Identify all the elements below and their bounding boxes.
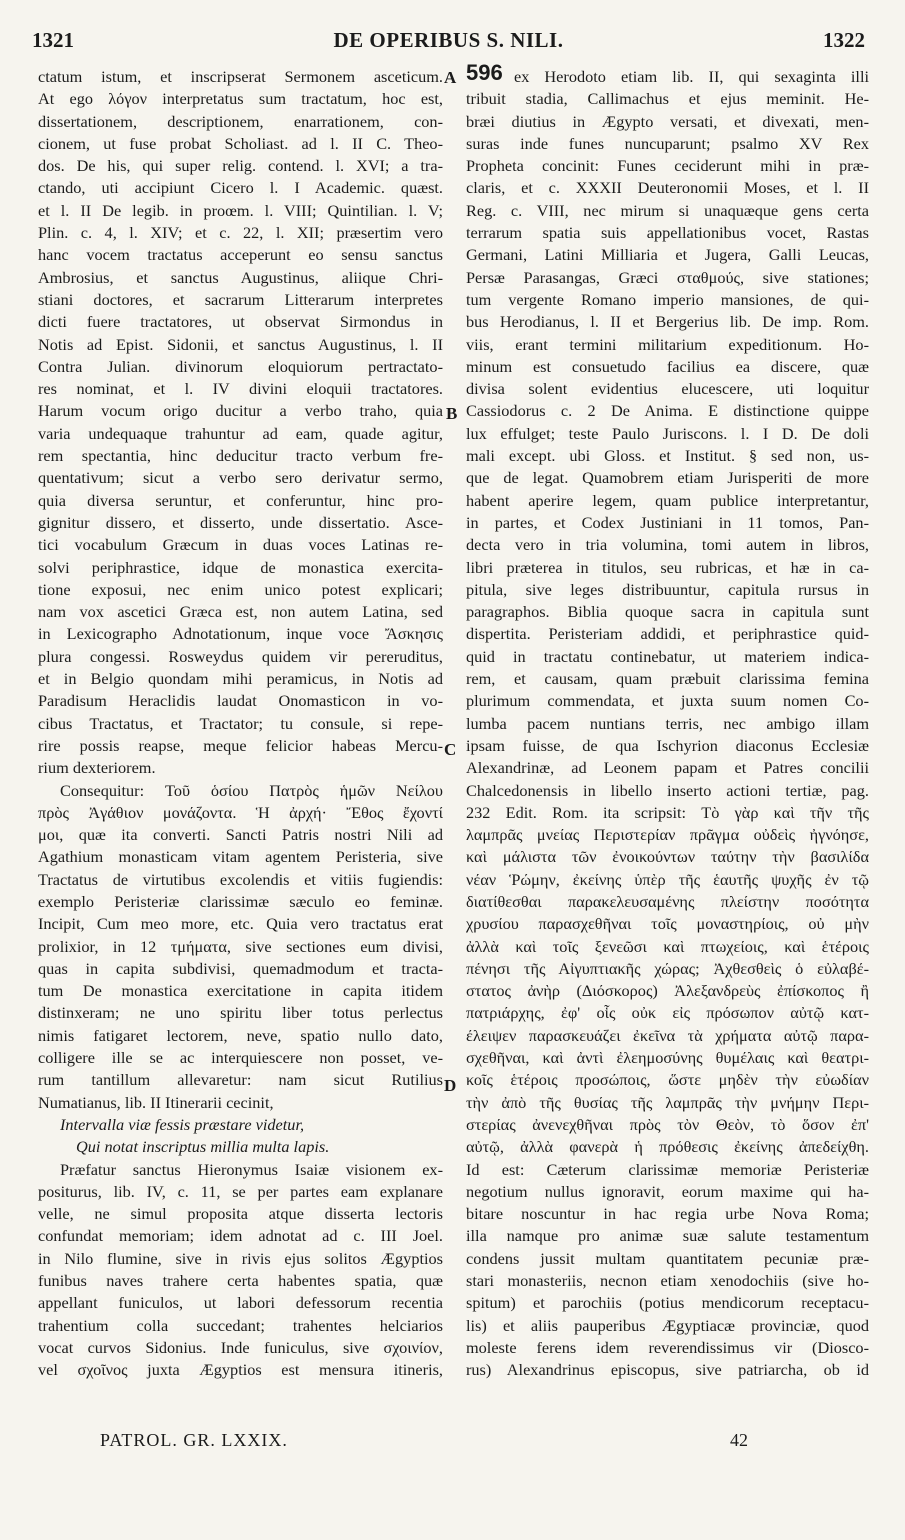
text-line: cibus Tractatus, et Tractator; tu consule, si repe-: [38, 713, 443, 733]
text-line: illa namque pro animæ suæ salute testamentum: [466, 1226, 869, 1246]
text-line: velle, ne simul proposita atque disserta lectoris: [38, 1204, 443, 1224]
text-line: prolixior, in 12 τμήματα, sive sectiones eum divisi,: [38, 936, 443, 956]
text-line: hanc vocem tractatus acceperunt eo sensu sanctus: [38, 245, 443, 265]
text-line: κοῖς ἑτέροις προσώποις, ὥστε μηδὲν τὴν εὐωδίαν: [466, 1070, 869, 1090]
text-line: At ego λόγον interpretatus sum tractatum, hoc est,: [38, 89, 443, 109]
text-line: dissertationem, descriptionem, enarrationem, con-: [38, 111, 443, 131]
text-line: viis, erant termini militarium expeditionum. Ho-: [466, 334, 869, 354]
text-line: suras inde funes nuncuparunt; psalmo XV Rex: [466, 133, 869, 153]
text-line: stari monasteriis, necnon etiam xenodochiis (sive ho-: [466, 1271, 869, 1291]
text-line: Id est: Cæterum clarissimæ memoriæ Peristeriæ: [466, 1159, 869, 1179]
text-line: appellant funiculos, ut labori defessorum recentia: [38, 1293, 443, 1313]
text-line: πατριάρχης, ἐφ' οἷς οὐκ εἰς πρόσωπον αὐτῷ κατ-: [466, 1003, 869, 1023]
text-line: terrarum spatia suis appellationibus vocet, Rastas: [466, 223, 869, 243]
text-line: bus Herodianus, l. II et Bergerius lib. De imp. Rom.: [466, 312, 869, 332]
text-line: quia diversa seruntur, et conferuntur, hinc pro-: [38, 490, 443, 510]
text-line: Ambrosius, et sanctus Augustinus, aliique Chri-: [38, 267, 443, 287]
text-line: ἀλλὰ καὶ τοῖς ξενεῶσι καὶ πτωχείοις, καὶ ἑτέροις: [466, 936, 869, 956]
text-line: stiani doctores, et sacrarum Litterarum interpretes: [38, 289, 443, 309]
text-line: tum vergente Romano imperio mansiones, de qui-: [466, 289, 869, 309]
text-line: χρυσίου παρασχεθῆναι τοῖς μοναστηρίοις, οὐ μὴν: [466, 914, 869, 934]
page-number-right: 1322: [823, 28, 865, 52]
text-line: πρὸς Ἀγάθιον μονάζοντα. Ἡ ἀρχή· Ἔθος ἔχοντί: [38, 802, 443, 822]
text-line: Numatianus, lib. II Itinerarii cecinit,: [38, 1092, 274, 1112]
text-line: quid in tractatu continebatur, ut materiem indica-: [466, 646, 869, 666]
text-line: Persæ Parasangas, Græci σταθμούς, sive stationes;: [466, 267, 869, 287]
text-line: μοι, quæ ita converti. Sancti Patris nostri Nili ad: [38, 825, 443, 845]
page-number-left: 1321: [32, 28, 74, 52]
text-line: in partes, et Codex Justiniani in 11 tomos, Pan-: [466, 512, 869, 532]
text-line: divisa solent evidentius elucescere, uti loquitur: [466, 379, 869, 399]
text-line: confundat memoriam; idem adnotat ad c. III Joel.: [38, 1226, 443, 1246]
text-line: ctando, uti accipiunt Cicero l. I Academic. quæst.: [38, 178, 443, 198]
text-line: nam vox ascetici Græca est, non autem Latina, sed: [38, 602, 443, 622]
text-line: dispertita. Peristeriam addidi, et periphrastice quid-: [466, 624, 869, 644]
text-line: lux effulget; teste Paulo Juriscons. l. I D. De doli: [466, 423, 869, 443]
text-line: έλειψεν παρασκευάζει ἐκεῖνα τὰ χρήματα αὐτῷ παρα-: [466, 1025, 869, 1045]
text-line: moleste ferens idem reverendissimus vir (Diosco-: [466, 1337, 869, 1357]
text-line: in Nilo flumine, sive in rivis ejus solitos Ægyptios: [38, 1248, 443, 1268]
text-line: tici vocabulum Græcum in duas voces Latinas re-: [38, 535, 443, 555]
text-line: colligere ille se ac interquiescere non posset, ve-: [38, 1048, 443, 1068]
page-footer: [0, 1430, 905, 1460]
text-line: varia undequaque trahuntur ad eam, quade agitur,: [38, 423, 443, 443]
text-line: dicti fuere tractatores, ut observat Sirmondus in: [38, 312, 443, 332]
text-line: condens jussit multam quantitatem pecuniæ præ-: [466, 1248, 869, 1268]
text-line: solvi periphrastice, idque de monastica exercita-: [38, 557, 443, 577]
text-line: mali except. ubi Gloss. et Institut. § sed non, us-: [466, 446, 869, 466]
text-line: dos. De his, qui super relig. contend. l. XVI; a tra-: [38, 156, 443, 176]
text-line: claris, et c. XXXII Deuteronomii Moses, et l. II: [466, 178, 869, 198]
text-line: habent aperire legem, quam publice interpretantur,: [466, 490, 869, 510]
text-line: res nominat, et l. IV divini eloquii tractatores.: [38, 379, 443, 399]
text-line: pitula, sive leges distribuuntur, capitula rursus in: [466, 579, 869, 599]
text-line: ctatum istum, et inscripserat Sermonem asceticum.: [38, 67, 443, 86]
text-line: Incipit, Cum meo more, etc. Quia vero tractatus erat: [38, 914, 443, 934]
text-line: Germani, Latini Milliaria et Jugera, Galli Leucas,: [466, 245, 869, 265]
column-number: 596: [466, 60, 503, 85]
text-line: lis) et aliis pauperibus Ægyptiacæ provinciæ, quod: [466, 1315, 869, 1335]
text-line: libri præterea in titulos, seu rubricas, et hæ in ca-: [466, 557, 869, 577]
text-line: spitum) et parochiis (potius mendicorum receptacu-: [466, 1293, 869, 1313]
text-line: et l. II De legib. in proœm. l. VIII; Quintilian. l. V;: [38, 200, 443, 220]
running-header: [32, 28, 865, 62]
margin-marker-d: D: [444, 1076, 457, 1095]
text-line: Propheta concinit: Funes ceciderunt mihi in præ-: [466, 156, 869, 176]
text-line: rum tantillum allevaretur: nam sicut Rutilius: [38, 1070, 443, 1090]
text-line: trahentium colla succedant; trahentes helciarios: [38, 1315, 443, 1335]
margin-marker-c: C: [444, 740, 457, 759]
text-line: vocat curvos Sidonius. Inde funiculus, sive σχοινίον,: [38, 1337, 443, 1357]
text-line: Contra Julian. divinorum eloquiorum pertractato-: [38, 356, 443, 376]
text-line: Præfatur sanctus Hieronymus Isaiæ visionem ex-: [60, 1159, 443, 1179]
text-line: tribuit stadia, Callimachus et ejus meminit. He-: [466, 89, 869, 109]
text-line: Harum vocum origo ducitur a verbo traho, quia: [38, 401, 443, 421]
text-line: gignitur dissero, et disserto, unde dissertatio. Asce-: [38, 512, 443, 532]
text-line: λαμπρᾶς μνείας Περιστερίαν πρᾶγμα οὐδεὶς ἠγνόησε,: [466, 825, 869, 845]
text-line: cionem, ut fuse probat Scholiast. ad l. II C. Theo-: [38, 133, 443, 153]
text-line: Qui notat inscriptus millia multa lapis.: [76, 1137, 330, 1157]
text-line: tum De monastica exercitatione in capita itidem: [38, 981, 443, 1001]
margin-marker-a: A: [444, 68, 457, 87]
text-line: quas in capita subdivisi, quemadmodum et tracta-: [38, 958, 443, 978]
text-line: τὴν ἀπὸ τῆς θυσίας τῆς λαμπρᾶς τὴν μνήμην Περι-: [466, 1092, 869, 1112]
text-line: decta vero in tria volumina, tomi autem in libros,: [466, 535, 869, 555]
text-line: paragraphos. Biblia quoque sacra in capitula sunt: [466, 602, 869, 622]
margin-marker-b: B: [446, 404, 458, 423]
text-line: rus) Alexandrinus episcopus, sive patriarcha, ob id: [466, 1360, 869, 1380]
text-line: Paradisum Heraclidis laudat Onomasticon in vo-: [38, 691, 443, 711]
text-line: Chalcedonensis in libello inserto actioni tertiæ, pag.: [466, 780, 869, 800]
text-line: tione exposui, nec enim unico potest explicari;: [38, 579, 443, 599]
right-text-column: [466, 66, 869, 1382]
text-line: νέαν Ῥώμην, ἐκείνης ὑπὲρ τῆς ἑαυτῆς ψυχῆς ἐν τῷ: [466, 869, 869, 889]
left-text-column: [38, 66, 443, 1382]
text-line: πένησι τῆς Αἰγυπτιακῆς χώρας; Ἀχθεσθεὶς ὁ εὐλαβέ-: [466, 958, 869, 978]
text-line: στατος ἀνὴρ (Διόσκορος) Ἀλεξανδρεὺς ἐπίσκοπος ἢ: [466, 981, 869, 1001]
text-line: exemplo Peristeriæ clarissimæ sæculo eo feminæ.: [38, 891, 443, 911]
text-line: in Lexicographo Adnotationum, inque voce Ἄσκησις: [38, 624, 443, 644]
text-line: Cassiodorus c. 2 De Anima. E distinctione quippe: [466, 401, 869, 421]
text-line: 232 Edit. Rom. ita scripsit: Τὸ γὰρ καὶ τῆν τῆς: [466, 802, 869, 822]
text-line: Plin. c. 4, l. XIV; et c. 22, l. XII; præsertim vero: [38, 223, 443, 243]
text-line: Agathium monasticam vitam agentem Peristeria, sive: [38, 847, 443, 867]
text-line: vel σχοῖνος juxta Ægyptios est mensura itineris,: [38, 1360, 443, 1380]
text-line: σχεθῆναι, καὶ ἀντὶ ἐλεημοσύνης θυμέλαις καὶ θεατρι-: [466, 1048, 869, 1068]
text-line: διατίθεσθαι παρακελευσαμένης πλείστην ποσότητα: [466, 891, 869, 911]
text-line: quentativum; sicut a verbo sero derivatur sermo,: [38, 468, 443, 488]
text-line: Reg. c. VIII, nec mirum si unaquæque gens certa: [466, 200, 869, 220]
text-line: plura congessi. Rosweydus quidem vir pereruditus,: [38, 646, 443, 666]
text-line: rem, et causam, quam præbuit clarissima femina: [466, 669, 869, 689]
text-line: rire possis reapse, meque felicior habeas Mercu-: [38, 735, 443, 755]
text-line: Notis ad Epist. Sidonii, et sanctus Augustinus, l. II: [38, 334, 443, 354]
text-line: funibus naves trahere certa habentes spatia, quæ: [38, 1271, 443, 1291]
text-line: ipsam fuisse, de qua Ischyrion diaconus Ecclesiæ: [466, 735, 869, 755]
text-line: positurus, lib. IV, c. 11, se per partes eam explanare: [38, 1181, 443, 1201]
text-line: rium dexteriorem.: [38, 758, 156, 778]
text-line: Consequitur: Τοῦ ὁσίου Πατρὸς ἡμῶν Νείλου: [60, 780, 443, 800]
text-line: minum est consuetudo facilius ea discere, quæ: [466, 356, 869, 376]
text-line: negotium nullus ignoravit, eorum maxime qui ha-: [466, 1181, 869, 1201]
text-line: Alexandrinæ, ad Leonem papam et Patres concilii: [466, 758, 869, 778]
text-line: bitare noscuntur in hac regia urbe Nova Roma;: [466, 1204, 869, 1224]
page-title: DE OPERIBUS S. NILI.: [333, 28, 564, 52]
text-line: στερίας ἀνενεχθῆναι πρὸς τὸν Θεὸν, τὸ ὅσον ἐπ': [466, 1114, 869, 1134]
text-line: bræi diutius in Ægypto versati, et divexati, men-: [466, 111, 869, 131]
text-line: nimis fatigaret lectorem, neve, spatio nullo dato,: [38, 1025, 443, 1045]
text-line: καὶ μάλιστα τῶν ἐνοικούντων ταύτην τὴν βασιλίδα: [466, 847, 869, 867]
text-line: que de legat. Quamobrem etiam Jurisperiti de more: [466, 468, 869, 488]
text-line: rem spectantia, hinc deducitur tracto verbum fre-: [38, 446, 443, 466]
text-line: lumba pacem nuntians terris, nec ambigo illam: [466, 713, 869, 733]
text-line: plurimum commendata, et juxta suum nomen Co-: [466, 691, 869, 711]
text-line: ex Herodoto etiam lib. II, qui sexaginta illi: [514, 67, 869, 86]
volume-signature: PATROL. GR. LXXIX.: [100, 1430, 288, 1450]
text-line: Tractatus de virtutibus excolendis et vitiis fugiendis:: [38, 869, 443, 889]
text-line: distinxeram; ne uno spiritu liber totus perlectus: [38, 1003, 443, 1023]
text-line: αὐτῷ, ἀλλὰ φανερὰ ἡ πρόθεσις ἐκείνης ἀπεδείχθη.: [466, 1137, 869, 1157]
text-line: Intervalla viæ fessis præstare videtur,: [60, 1114, 305, 1134]
text-line: et in Belgio quondam mihi peramicus, in Notis ad: [38, 669, 443, 689]
sheet-number: 42: [730, 1430, 748, 1450]
